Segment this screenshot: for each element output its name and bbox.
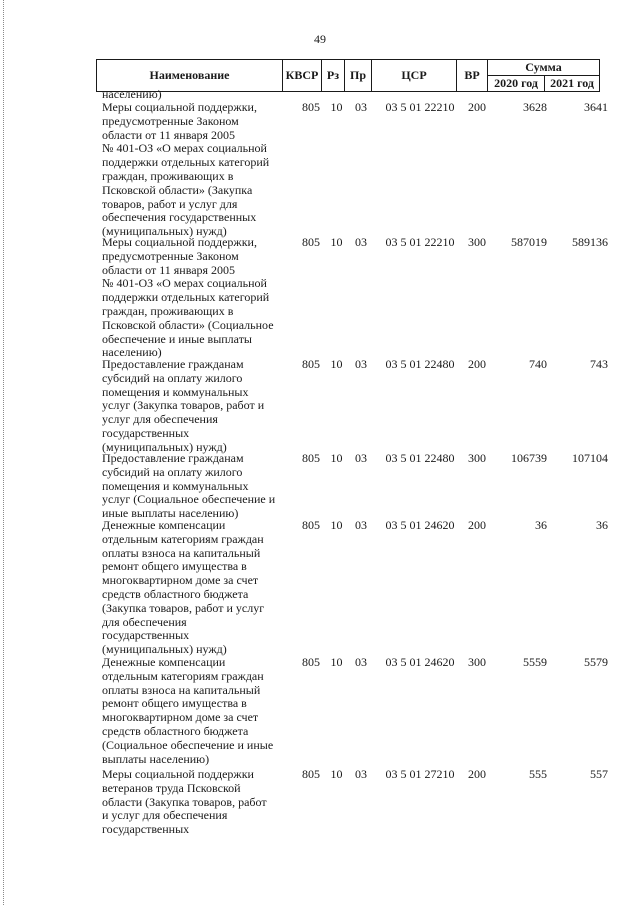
row-csr: 03 5 01 22480 <box>385 357 455 371</box>
row-kvsr: 805 <box>302 235 320 249</box>
row-rz: 10 <box>330 767 343 781</box>
header-2020: 2020 год <box>488 76 545 92</box>
row-name: Денежные компенсации отдельным категориям граждан оплаты взноса на капитальный ремонт общего имущества в многоквартирном доме за счет средств областного бюджета (Социальное обеспечение и иные выплаты населению) <box>102 655 274 766</box>
row-name: Меры социальной поддержки ветеранов труда Псковской области (Закупка товаров, работ и услуг для обеспечения государственных <box>102 767 267 837</box>
header-sum: Сумма <box>488 60 600 76</box>
row-sum-2020: 5559 <box>523 655 547 669</box>
row-vr: 300 <box>468 235 486 249</box>
row-vr: 200 <box>468 518 486 532</box>
header-vr: ВР <box>457 60 488 92</box>
row-pr: 03 <box>355 100 367 114</box>
header-pr: Пр <box>345 60 372 92</box>
row-pr: 03 <box>355 451 367 465</box>
row-name: Денежные компенсации отдельным категориям граждан оплаты взноса на капитальный ремонт общего имущества в многоквартирном доме за счет средств областного бюджета (Закупка товаров, работ и услуг для обеспечения государственных (муниципальных) нужд) <box>102 518 265 657</box>
row-rz: 10 <box>330 518 343 532</box>
row-sum-2020: 587019 <box>511 235 547 249</box>
row-pr: 03 <box>355 767 367 781</box>
row-sum-2021: 3641 <box>584 100 608 114</box>
row-sum-2021: 5579 <box>584 655 608 669</box>
row-csr: 03 5 01 22210 <box>385 100 455 114</box>
row-kvsr: 805 <box>302 357 320 371</box>
row-vr: 200 <box>468 767 486 781</box>
header-2021: 2021 год <box>545 76 600 92</box>
row-kvsr: 805 <box>302 518 320 532</box>
row-vr: 300 <box>468 451 486 465</box>
header-kvsr: КВСР <box>283 60 322 92</box>
row-sum-2020: 740 <box>529 357 547 371</box>
row-sum-2020: 555 <box>529 767 547 781</box>
row-sum-2021: 107104 <box>572 451 608 465</box>
row-pr: 03 <box>355 235 367 249</box>
row-csr: 03 5 01 24620 <box>385 655 455 669</box>
row-kvsr: 805 <box>302 451 320 465</box>
row-csr: 03 5 01 22210 <box>385 235 455 249</box>
row-rz: 10 <box>330 100 343 114</box>
row-kvsr: 805 <box>302 100 320 114</box>
row-name: Меры социальной поддержки, предусмотренные Законом области от 11 января 2005 № 401-ОЗ «О мерах социальной поддержки отдельных категорий граждан, проживающих в Псковской области» (Социальное обеспечение и иные выплаты населению) <box>102 235 274 360</box>
row-rz: 10 <box>330 655 343 669</box>
row-rz: 10 <box>330 451 343 465</box>
row-sum-2020: 36 <box>535 518 547 532</box>
row-pr: 03 <box>355 357 367 371</box>
row-name: Предоставление гражданам субсидий на оплату жилого помещения и коммунальных услуг (Закупка товаров, работ и услуг для обеспечения государственных (муниципальных) нужд) <box>102 357 265 454</box>
row-name: Предоставление гражданам субсидий на оплату жилого помещения и коммунальных услуг (Социальное обеспечение и иные выплаты населению) <box>102 451 276 521</box>
continuation-text: населению) <box>102 87 162 101</box>
row-sum-2021: 743 <box>590 357 608 371</box>
row-sum-2021: 36 <box>596 518 608 532</box>
page-number: 49 <box>314 32 326 46</box>
row-name: Меры социальной поддержки, предусмотренные Законом области от 11 января 2005 № 401-ОЗ «О мерах социальной поддержки отдельных категорий граждан, проживающих в Псковской области» (Закупка товаров, работ и услуг для обеспечения государственных (муниципальных) нужд) <box>102 100 270 239</box>
row-rz: 10 <box>330 235 343 249</box>
row-sum-2021: 557 <box>590 767 608 781</box>
row-vr: 200 <box>468 357 486 371</box>
row-csr: 03 5 01 22480 <box>385 451 455 465</box>
row-rz: 10 <box>330 357 343 371</box>
row-kvsr: 805 <box>302 767 320 781</box>
row-kvsr: 805 <box>302 655 320 669</box>
row-sum-2020: 106739 <box>511 451 547 465</box>
header-name: Наименование <box>97 60 283 92</box>
row-pr: 03 <box>355 518 367 532</box>
row-sum-2020: 3628 <box>523 100 547 114</box>
header-csr: ЦСР <box>372 60 457 92</box>
row-sum-2021: 589136 <box>572 235 608 249</box>
row-vr: 300 <box>468 655 486 669</box>
row-vr: 200 <box>468 100 486 114</box>
row-csr: 03 5 01 27210 <box>385 767 455 781</box>
row-csr: 03 5 01 24620 <box>385 518 455 532</box>
row-pr: 03 <box>355 655 367 669</box>
header-rz: Рз <box>322 60 345 92</box>
